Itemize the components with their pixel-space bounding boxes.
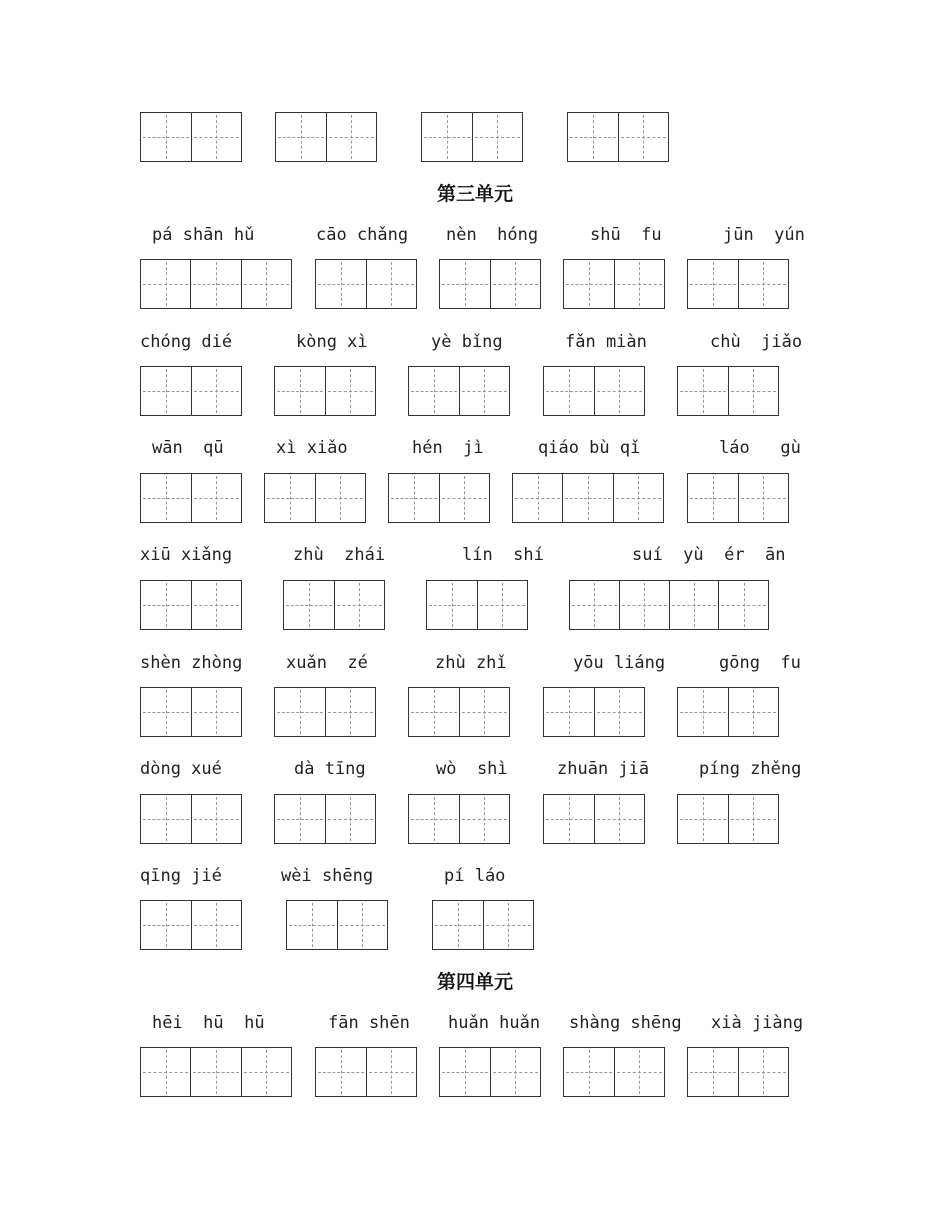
- grid-cell[interactable]: [141, 367, 191, 415]
- char-grid[interactable]: [687, 1047, 789, 1097]
- pinyin-label: qiáo bù qǐ: [538, 438, 641, 458]
- grid-cell[interactable]: [688, 1048, 738, 1096]
- char-grid[interactable]: [275, 112, 377, 162]
- grid-cell[interactable]: [190, 260, 240, 308]
- pinyin-label: cāo chǎng: [316, 225, 409, 245]
- char-grid[interactable]: [567, 112, 669, 162]
- section-title-unit-3: 第三单元: [436, 183, 513, 205]
- grid-cell[interactable]: [141, 260, 190, 308]
- grid-cell[interactable]: [191, 367, 242, 415]
- grid-cell[interactable]: [614, 260, 665, 308]
- pinyin-label: nèn hóng: [446, 225, 539, 245]
- grid-cell[interactable]: [728, 688, 779, 736]
- grid-cell[interactable]: [718, 581, 768, 629]
- grid-cell[interactable]: [688, 474, 738, 522]
- char-grid[interactable]: [543, 794, 645, 844]
- grid-cell[interactable]: [678, 795, 728, 843]
- pinyin-label: kòng xì: [296, 332, 368, 352]
- grid-cell[interactable]: [459, 367, 510, 415]
- grid-cell[interactable]: [614, 1048, 665, 1096]
- grid-cell[interactable]: [334, 581, 385, 629]
- grid-cell[interactable]: [191, 113, 242, 161]
- grid-cell[interactable]: [190, 1048, 240, 1096]
- pinyin-label: fān shēn: [328, 1013, 410, 1033]
- grid-cell[interactable]: [594, 795, 645, 843]
- char-grid[interactable]: [140, 473, 242, 523]
- char-grid[interactable]: [140, 794, 242, 844]
- char-grid[interactable]: [315, 1047, 417, 1097]
- pinyin-label: xiū xiǎng: [140, 545, 233, 565]
- char-grid[interactable]: [408, 794, 510, 844]
- grid-cell[interactable]: [678, 367, 728, 415]
- char-grid[interactable]: [315, 259, 417, 309]
- pinyin-label: wò shì: [436, 759, 508, 779]
- pinyin-label: chù jiǎo: [710, 332, 803, 352]
- grid-cell[interactable]: [191, 581, 242, 629]
- pinyin-label: zhù zhái: [293, 545, 386, 565]
- grid-cell[interactable]: [459, 688, 510, 736]
- char-grid[interactable]: [274, 366, 376, 416]
- grid-cell[interactable]: [366, 260, 417, 308]
- grid-cell[interactable]: [544, 367, 594, 415]
- grid-cell[interactable]: [316, 260, 366, 308]
- grid-cell[interactable]: [422, 113, 472, 161]
- grid-cell[interactable]: [141, 795, 191, 843]
- grid-cell[interactable]: [326, 113, 377, 161]
- char-grid[interactable]: [421, 112, 523, 162]
- grid-cell[interactable]: [427, 581, 477, 629]
- grid-cell[interactable]: [440, 1048, 490, 1096]
- grid-cell[interactable]: [490, 1048, 541, 1096]
- char-grid[interactable]: [677, 687, 779, 737]
- pinyin-label: gōng fu: [719, 653, 801, 673]
- grid-cell[interactable]: [490, 260, 541, 308]
- grid-cell[interactable]: [316, 1048, 366, 1096]
- pinyin-label: pá shān hǔ: [152, 225, 255, 245]
- grid-cell[interactable]: [562, 474, 612, 522]
- char-grid[interactable]: [677, 794, 779, 844]
- char-grid[interactable]: [426, 580, 528, 630]
- pinyin-label: hén jì: [412, 438, 484, 458]
- grid-cell[interactable]: [275, 367, 325, 415]
- grid-cell[interactable]: [141, 474, 191, 522]
- grid-cell[interactable]: [738, 1048, 789, 1096]
- char-grid[interactable]: [283, 580, 385, 630]
- pinyin-label: láo gù: [719, 438, 801, 458]
- grid-cell[interactable]: [619, 581, 669, 629]
- pinyin-label: jūn yún: [723, 225, 805, 245]
- pinyin-label: lín shí: [462, 545, 544, 565]
- char-grid[interactable]: [286, 900, 388, 950]
- grid-cell[interactable]: [440, 260, 490, 308]
- grid-cell[interactable]: [688, 260, 738, 308]
- grid-cell[interactable]: [275, 795, 325, 843]
- grid-cell[interactable]: [728, 367, 779, 415]
- grid-cell[interactable]: [191, 474, 242, 522]
- char-grid[interactable]: [140, 1047, 292, 1097]
- grid-cell[interactable]: [564, 1048, 614, 1096]
- pinyin-label: shàng shēng: [569, 1013, 682, 1033]
- char-grid[interactable]: [432, 900, 534, 950]
- grid-cell[interactable]: [241, 1048, 291, 1096]
- pinyin-label: yè bǐng: [431, 332, 503, 352]
- char-grid[interactable]: [264, 473, 366, 523]
- grid-cell[interactable]: [678, 688, 728, 736]
- grid-cell[interactable]: [409, 367, 459, 415]
- grid-cell[interactable]: [669, 581, 719, 629]
- grid-cell[interactable]: [315, 474, 366, 522]
- grid-cell[interactable]: [191, 688, 242, 736]
- char-grid[interactable]: [140, 366, 242, 416]
- pinyin-label: zhuān jiā: [557, 759, 650, 779]
- grid-cell[interactable]: [738, 260, 789, 308]
- char-grid[interactable]: [563, 259, 665, 309]
- char-grid[interactable]: [543, 687, 645, 737]
- grid-cell[interactable]: [570, 581, 619, 629]
- char-grid[interactable]: [543, 366, 645, 416]
- pinyin-label: hēi hū hū: [152, 1013, 265, 1033]
- pinyin-label: wèi shēng: [281, 866, 374, 886]
- grid-cell[interactable]: [568, 113, 618, 161]
- pinyin-label: shèn zhòng: [140, 653, 243, 673]
- grid-cell[interactable]: [141, 1048, 190, 1096]
- pinyin-label: xuǎn zé: [286, 653, 368, 673]
- char-grid[interactable]: [687, 473, 789, 523]
- pinyin-label: huǎn huǎn: [448, 1013, 541, 1033]
- grid-cell[interactable]: [276, 113, 326, 161]
- grid-cell[interactable]: [594, 367, 645, 415]
- grid-cell[interactable]: [439, 474, 490, 522]
- grid-cell[interactable]: [141, 688, 191, 736]
- grid-cell[interactable]: [544, 688, 594, 736]
- pinyin-label: shū fu: [590, 225, 662, 245]
- pinyin-label: fǎn miàn: [565, 332, 647, 352]
- pinyin-label: píng zhěng: [699, 759, 802, 779]
- section-title-unit-4: 第四单元: [436, 971, 513, 993]
- pinyin-label: dòng xué: [140, 759, 222, 779]
- grid-cell[interactable]: [433, 901, 483, 949]
- char-grid[interactable]: [388, 473, 490, 523]
- grid-cell[interactable]: [241, 260, 291, 308]
- char-grid[interactable]: [439, 259, 541, 309]
- pinyin-label: qīng jié: [140, 866, 222, 886]
- char-grid[interactable]: [408, 366, 510, 416]
- pinyin-label: xì xiǎo: [276, 438, 348, 458]
- pinyin-label: pí láo: [444, 866, 506, 886]
- grid-cell[interactable]: [191, 901, 242, 949]
- grid-cell[interactable]: [141, 581, 191, 629]
- grid-cell[interactable]: [618, 113, 669, 161]
- grid-cell[interactable]: [325, 688, 376, 736]
- grid-cell[interactable]: [564, 260, 614, 308]
- grid-cell[interactable]: [275, 688, 325, 736]
- grid-cell[interactable]: [513, 474, 562, 522]
- grid-cell[interactable]: [287, 901, 337, 949]
- grid-cell[interactable]: [613, 474, 663, 522]
- char-grid[interactable]: [677, 366, 779, 416]
- char-grid[interactable]: [512, 473, 664, 523]
- grid-cell[interactable]: [141, 901, 191, 949]
- grid-cell[interactable]: [366, 1048, 417, 1096]
- grid-cell[interactable]: [472, 113, 523, 161]
- grid-cell[interactable]: [409, 795, 459, 843]
- char-grid[interactable]: [274, 794, 376, 844]
- grid-cell[interactable]: [594, 688, 645, 736]
- grid-cell[interactable]: [544, 795, 594, 843]
- pinyin-label: wān qū: [152, 438, 224, 458]
- grid-cell[interactable]: [265, 474, 315, 522]
- grid-cell[interactable]: [325, 367, 376, 415]
- pinyin-label: dà tīng: [294, 759, 366, 779]
- grid-cell[interactable]: [459, 795, 510, 843]
- char-grid[interactable]: [140, 259, 292, 309]
- grid-cell[interactable]: [191, 795, 242, 843]
- grid-cell[interactable]: [141, 113, 191, 161]
- grid-cell[interactable]: [728, 795, 779, 843]
- pinyin-label: xià jiàng: [711, 1013, 804, 1033]
- grid-cell[interactable]: [325, 795, 376, 843]
- grid-cell[interactable]: [337, 901, 388, 949]
- grid-cell[interactable]: [477, 581, 528, 629]
- char-grid[interactable]: [563, 1047, 665, 1097]
- grid-cell[interactable]: [389, 474, 439, 522]
- char-grid[interactable]: [439, 1047, 541, 1097]
- char-grid[interactable]: [140, 687, 242, 737]
- char-grid[interactable]: [140, 900, 242, 950]
- char-grid[interactable]: [140, 112, 242, 162]
- grid-cell[interactable]: [483, 901, 534, 949]
- char-grid[interactable]: [569, 580, 769, 630]
- char-grid[interactable]: [274, 687, 376, 737]
- grid-cell[interactable]: [409, 688, 459, 736]
- pinyin-label: chóng dié: [140, 332, 233, 352]
- grid-cell[interactable]: [284, 581, 334, 629]
- char-grid[interactable]: [687, 259, 789, 309]
- char-grid[interactable]: [408, 687, 510, 737]
- pinyin-label: yōu liáng: [573, 653, 666, 673]
- pinyin-label: suí yù ér ān: [632, 545, 786, 565]
- char-grid[interactable]: [140, 580, 242, 630]
- grid-cell[interactable]: [738, 474, 789, 522]
- pinyin-label: zhù zhǐ: [435, 653, 507, 673]
